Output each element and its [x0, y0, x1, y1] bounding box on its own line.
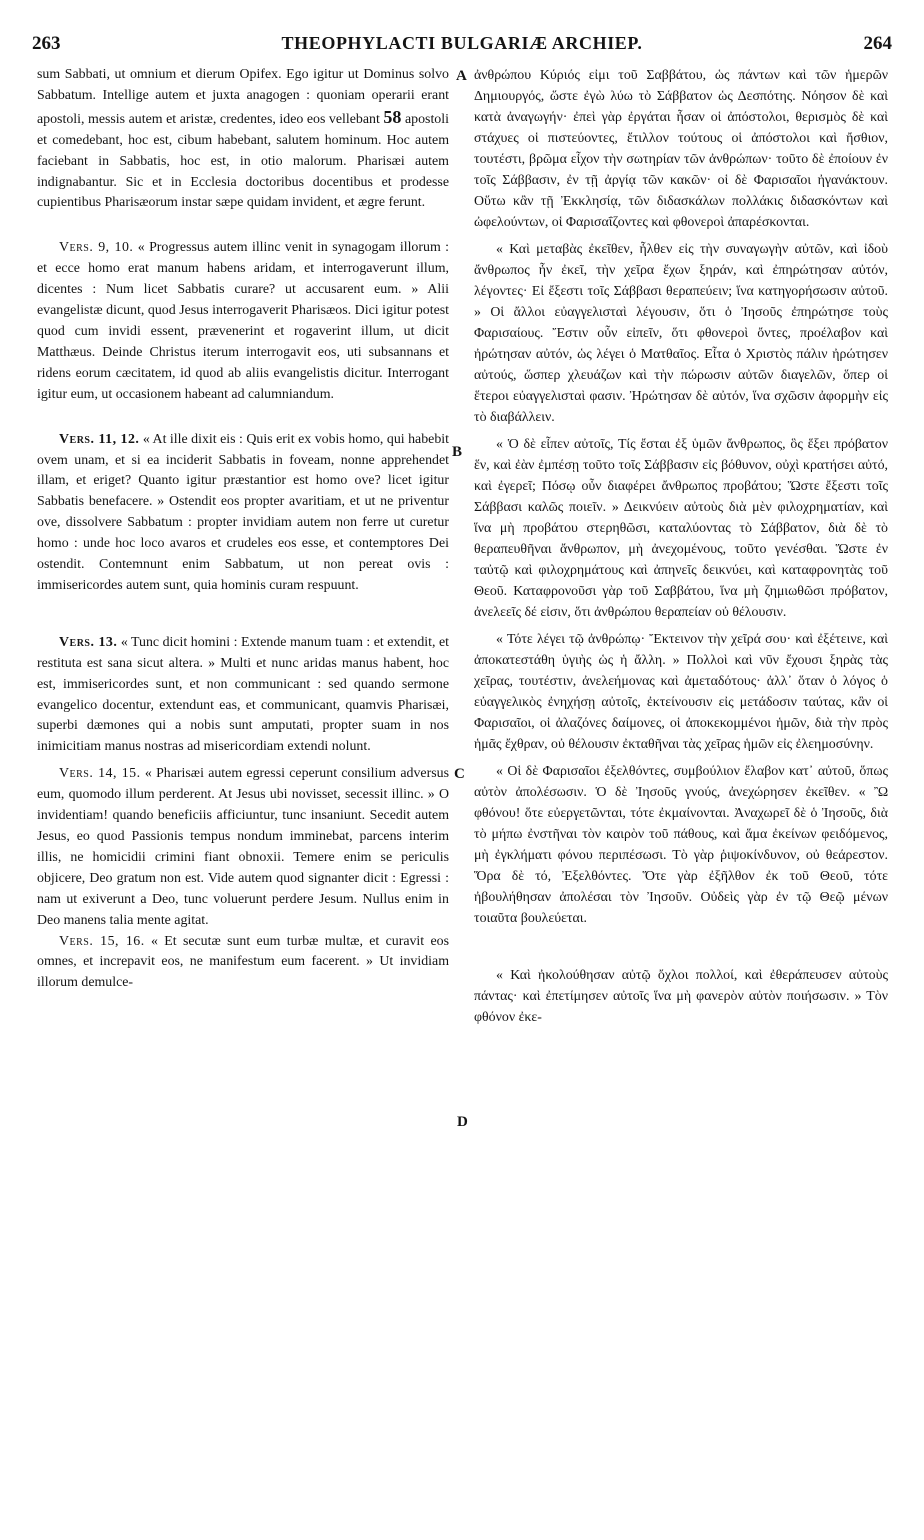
- greek-paragraph: « Οἱ δὲ Φαρισαῖοι ἐξελθόντες, συμβούλιον ἔλαβον κατ᾽ αὐτοῦ, ὅπως αὐτὸν ἀπολέσωσιν. Ὁ δὲ Ἰησοῦς γνούς, ἀνεχώρησεν ἐκεῖθεν. « Ὢ φθόνου! ὅτε εὐεργετῶνται, τότε ἐκμαίνονται. Ἀναχωρεῖ δὲ ὁ Ἰησοῦς, διὰ τὸ μήπω ἐνστῆναι τὸν καιρὸν τοῦ πάθους, καὶ ἅμα ἐκείνων φειδόμενος, μὴ ἐγκλήματι φόνου περιπέσωσι. Τὸ γὰρ ῥιψοκίνδυνον, οὐ θεάρεστον. Ὅρα δὲ τό, Ἐξελθόντες. Ὅτε γὰρ ἐξῆλθον ἐκ τοῦ Θεοῦ, τότε ἠβουλήθησαν ἀπολέσαι τὸν Ἰησοῦν. Οὐδεὶς γὰρ ἐν τῷ Θεῷ μένων τοιαῦτα βουλεύεται.: [474, 764, 888, 926]
- verse-label: Vers. 15, 16.: [59, 933, 145, 949]
- greek-paragraph: « Καὶ ἠκολούθησαν αὐτῷ ὄχλοι πολλοί, καὶ ἐθεράπευσεν αὐτοὺς πάντας· καὶ ἐπετίμησεν αὐτοῖς ἵνα μὴ φανερὸν αὐτὸν ποιήσωσιν. » Τὸν φθόνον ἐκε-: [474, 968, 888, 1025]
- page-number-left: 263: [32, 33, 61, 54]
- verse-label: Vers. 14, 15.: [59, 766, 141, 782]
- verse-label: Vers. 9, 10.: [59, 240, 134, 256]
- latin-text: « Progressus autem illinc venit in synagogam illorum : et ecce homo erat manum habens aridam, et interrogaverunt illum, dicentes : Num licet Sabbatis curare? ut accusarent eum. » Alii evangelistæ dicunt, quod Jesus interrogaverit Pharisæos. Dici igitur potest quod cum invidi essent, prævenerint et rogaverint illum, ut dicit Matthæus. Deinde Christus iterum interrogavit eos, uti subsannans et ridens eorum cæcitatem, id quod ab aliis evangelistis dicitur. Interrogant igitur eum, ut occasionem habeant ad calumniandum.: [37, 240, 449, 402]
- margin-letter-b: B: [452, 444, 463, 460]
- latin-verse-paragraph: [37, 238, 449, 405]
- margin-letter-a: A: [456, 68, 467, 84]
- column-number: 58: [383, 106, 402, 127]
- greek-paragraph: « Ὁ δὲ εἶπεν αὐτοῖς, Τίς ἔσται ἐξ ὑμῶν ἄνθρωπος, ὃς ἕξει πρόβατον ἕν, καὶ ἐὰν ἐμπέσῃ τοῦτο τοῖς Σάββασιν εἰς βόθυνον, οὐχὶ κρατήσει αὐτό, καὶ ἐγερεῖ; Πόσῳ οὖν διαφέρει ἄνθρωπος προβάτου; Ὥστε ἔξεστι τοῖς Σάββασι καλῶς ποιεῖν. » Δεικνύειν αὐτοὺς διὰ μὲν φιλοχρηματίαν, καὶ ἵνα μὴ προβάτου στερηθῶσι, καταλύοντας τὸ Σάββατον, διὰ δὲ τὸ θεραπευθῆναι ἄνθρωπον, μὴ ἀνεχομένους, τοῦτο γενέσθαι. Ὥστε ἐν ταὐτῷ καὶ φιλοχρημάτους καὶ ἀπηνεῖς δεικνύει, καὶ καταφρονητὰς τοῦ Θεοῦ. Καταφρονοῦσι γὰρ τοῦ Σαββάτου, ἵνα μὴ ζημιωθῶσι πρόβατον, ἀνελεεῖς δέ εἰσιν, ὅτι ἀνθρώπου θεραπείαν οὐ θέλουσιν.: [474, 437, 888, 620]
- margin-letter-c: C: [454, 766, 465, 782]
- running-title: THEOPHYLACTI BULGARIÆ ARCHIEP.: [281, 33, 643, 53]
- latin-verse-paragraph: [37, 932, 449, 995]
- latin-paragraph: [37, 65, 449, 214]
- latin-text: apostoli et comedebant, hoc est, cibum habebant, salutem hominum. Hoc autem faciebant in Sabbatis, hoc est, in otio malorum. Pharisæi autem indignabantur. Sic et in Ecclesia doctoribus docentibus et prodesse cupientibus Pharisæorum instar sæpe quidam invident, et ægre ferunt.: [37, 111, 449, 211]
- latin-text: sum Sabbati, ut omnium et dierum Opifex. Ego igitur ut Dominus solvo Sabbatum. Intellige autem et juxta anagogen : quoniam operarii erant apostoli, messis autem et aristæ, credentes, ideo eos vellebant: [37, 67, 449, 127]
- page-header: [32, 33, 892, 59]
- latin-text: « Tunc dicit homini : Extende manum tuam : et extendit, et restituta est sana sicut altera. » Multi et nunc aridas manus habent, hoc est, immisericordes sunt, et non communicant : sed quando sermone evangelico docentur, extendunt eas, et communicant, quamvis Pharisæi, superbi dæmones qui a nobis sunt amputati, propter suam in nos inimicitiam manus nostras ad misericordiam extendi nolunt.: [37, 634, 449, 755]
- greek-paragraph: « Καὶ μεταβὰς ἐκεῖθεν, ἦλθεν εἰς τὴν συναγωγὴν αὐτῶν, καὶ ἰδοὺ ἄνθρωπος ἦν ἐκεῖ, τὴν χεῖρα ἔχων ξηράν, καὶ ἐπηρώτησαν αὐτόν, λέγοντες· Εἰ ἔξεστι τοῖς Σάββασι θεραπεύειν; ἵνα κατηγορήσωσιν αὐτοῦ. » Οἱ ἄλλοι εὐαγγελισταὶ λέγουσιν, ὅτι ὁ Ἰησοῦς ἐπηρώτησε τοὺς Φαρισαίους. Ἔστιν οὖν εἰπεῖν, ὅτι φθονεροὶ ὄντες, προέλαβον καὶ ἠρώτησαν αὐτόν, ὡς λέγει ὁ Ματθαῖος. Εἶτα ὁ Χριστὸς πάλιν ἠρώτησεν αὐτούς, ὥσπερ χλευάζων καὶ τὴν πώρωσιν αὐτῶν διαγελῶν, ὅπερ οἱ ἕτεροι εὐαγγελισταὶ φασιν. Ἠρώτησαν δὲ αὐτόν, ἵνα σχῶσιν ἀφορμὴν εἰς τὸ διαβάλλειν.: [474, 242, 888, 425]
- latin-text: « Pharisæi autem egressi ceperunt consilium adversus eum, quomodo illum perderent. At Jesus ubi novisset, secessit illinc. » O invidentiam! quando beneficiis afficiuntur, tunc insaniunt. Secedit autem Jesus, eo quod Passionis tempus nondum imminebat, parcens interim illis, ne homicidii crimini fiant obnoxii. Temere enim se periculis objicere, Deo gratum non est. Vide autem quod signanter dicit : Egressi : nam ut exiverunt a Deo, tunc voluerunt perdere Jesum. Nullus enim in Deo manens talia mente agitat.: [37, 766, 449, 928]
- latin-verse-paragraph: [37, 633, 449, 758]
- latin-verse-paragraph: [37, 430, 449, 597]
- greek-paragraph: ἀνθρώπου Κύριός εἰμι τοῦ Σαββάτου, ὡς πάντων καὶ τῶν ἡμερῶν Δημιουργός, ὥστε ἐγὼ λύω τὸ Σάββατον ὡς Δεσπότης. Νόησον δὲ καὶ κατὰ ἀναγωγήν· ἐπεὶ γὰρ ἐργάται ἦσαν οἱ ἀπόστολοι, θερισμὸς δὲ καὶ στάχυες οἱ πιστεύοντες, ἔτιλλον τούτους οἱ ἀπόστολοι καὶ ἤσθιον, τουτέστι, βρῶμα εἶχον τὴν σωτηρίαν τῶν ἀνθρώπων· τοῦτο δὲ ἐποίουν ἐν τοῖς Σάββασιν, ἐν τῇ ἀργίᾳ τῶν κακῶν· οἱ δὲ Φαρισαῖοι ἠγανάκτουν. Οὕτω κἂν τῇ Ἐκκλησίᾳ, τῶν διδασκάλων πολλάκις διδασκόντων καὶ ὠφελούντων, οἱ Φαρισαΐζοντες καὶ φθονεροὶ ἀπαρέσκονται.: [474, 68, 888, 230]
- latin-text: « At ille dixit eis : Quis erit ex vobis homo, qui habebit ovem unam, et si ea inciderit Sabbatis in foveam, nonne apprehendet illam, et eriget? Quanto igitur præstantior est homo ove? licet igitur Sabbatis benefacere. » Ostendit eos propter avaritiam, et ut ne priventur ove, dissolvere Sabbatum : propter invidiam autem non ferre ut curetur homo : unde hoc loco avaros et crudeles eos esse, et contemptores Dei ostendit. Contemnunt enim Sabbatum, ut non pereat ovis : immisericordes autem sunt, quia hominis curam respuunt.: [37, 431, 449, 593]
- latin-column: [37, 65, 449, 1515]
- greek-paragraph: « Τότε λέγει τῷ ἀνθρώπῳ· Ἔκτεινον τὴν χεῖρά σου· καὶ ἐξέτεινε, καὶ ἀποκατεστάθη ὑγιὴς ὡς ἡ ἄλλη. » Πολλοὶ καὶ νῦν ἔχουσι ξηρὰς τὰς χεῖρας, τουτέστιν, ἀνελεήμονας καὶ ἀμεταδότους· ἀλλ᾽ ὅταν ὁ λόγος ὁ εὐαγγελικὸς ἐνηχήσῃ αὐτοῖς, ἐκτείνουσιν εἰς μετάδοσιν ταύτας, κἂν οἱ Φαρισαῖοι, οἱ ἀλαζόνες δαίμονες, οἱ ἀποκεκομμένοι ἡμῶν, διὰ τὴν πρὸς ἡμᾶς ἔχθραν, οὐ θέλουσιν ἐκταθῆναι τὰς χεῖρας ἡμῶν εἰς ἐλεημοσύνην.: [474, 632, 888, 752]
- margin-letter-d: D: [457, 1114, 468, 1130]
- latin-verse-paragraph: [37, 764, 449, 931]
- page-number-right: 264: [863, 33, 892, 54]
- greek-column: [474, 65, 888, 1515]
- verse-label: Vers. 11, 12.: [59, 431, 140, 447]
- latin-text: « Et secutæ sunt eum turbæ multæ, et curavit eos omnes, et increpavit eos, ne manifestum eum facerent. » Ut invidiam illorum demulce-: [37, 933, 449, 991]
- verse-label: Vers. 13.: [59, 634, 118, 650]
